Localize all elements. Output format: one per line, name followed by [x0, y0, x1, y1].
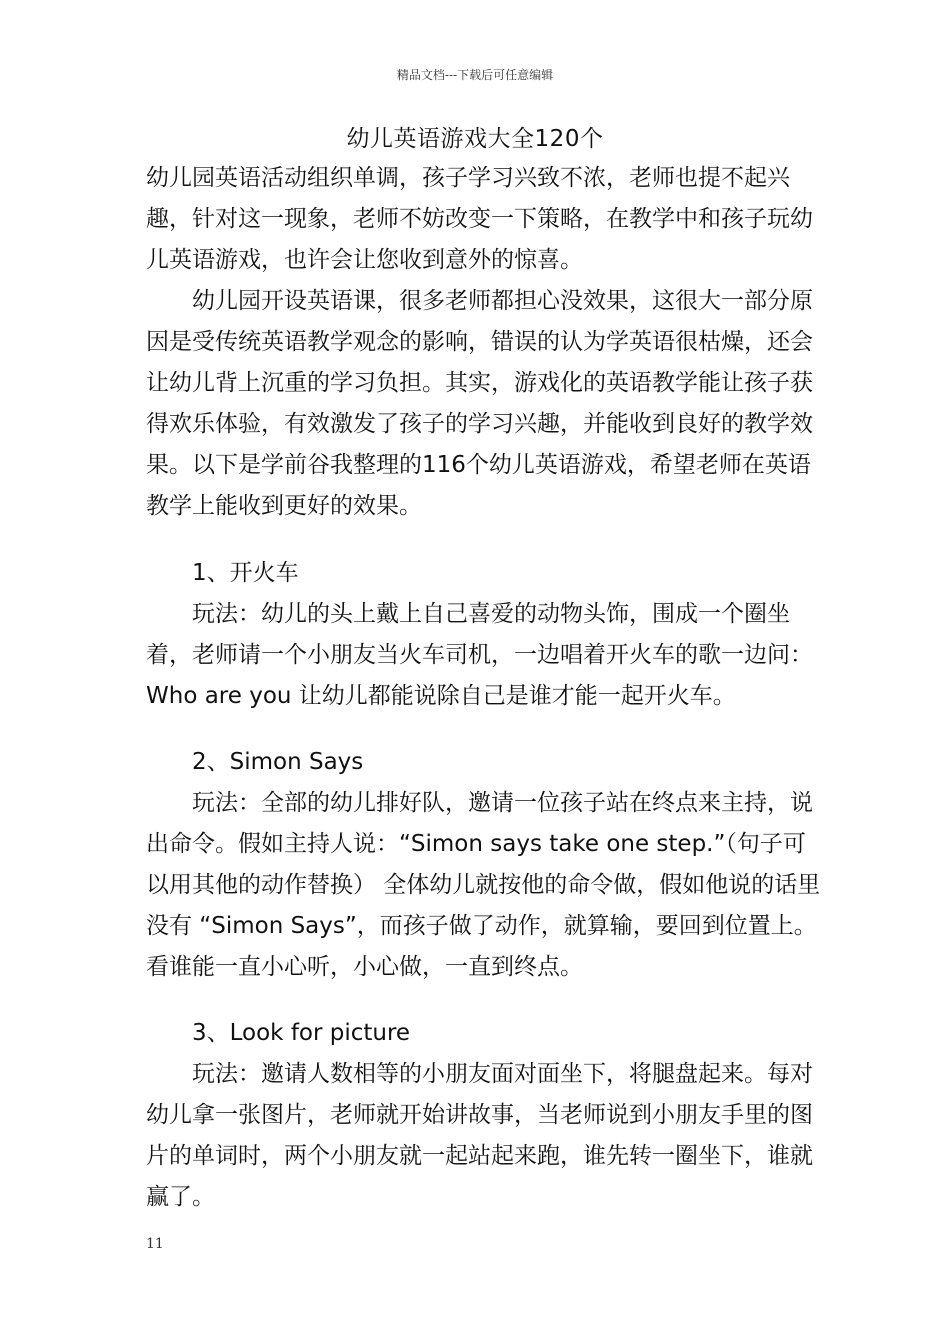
document-title: 幼儿英语游戏大全120个 [346, 126, 604, 152]
section-body-3: 玩法：邀请人数相等的小朋友面对面坐下，将腿盘起来。每对幼儿拿一张图片，老师就开始讲故事，当老师说到小朋友手里的图片的单词时，两个小朋友就一起站起来跑，谁先转一圈坐下，谁就赢了。 [146, 1061, 813, 1210]
intro-paragraph-2: 幼儿园开设英语课，很多老师都担心没效果，这很大一部分原因是受传统英语教学观念的影响，错误的认为学英语很枯燥，还会让幼儿背上沉重的学习负担。其实，游戏化的英语教学能让孩子获得欢乐体验，有效激发了孩子的学习兴趣，并能收到良好的教学效果。以下是学前谷我整理的116个幼儿英语游戏，希望老师在英语教学上能收到更好的效果。 [146, 288, 813, 519]
section-heading-2: 2、Simon Says [192, 749, 364, 775]
intro-paragraph-1: 幼儿园英语活动组织单调，孩子学习兴致不浓，老师也提不起兴趣，针对这一现象，老师不妨改变一下策略，在教学中和孩子玩幼儿英语游戏，也许会让您收到意外的惊喜。 [146, 165, 813, 273]
page-number: 11 [146, 1236, 164, 1252]
section-heading-1: 1、开火车 [192, 560, 299, 586]
section-body-1: 玩法：幼儿的头上戴上自己喜爱的动物头饰，围成一个圈坐着，老师请一个小朋友当火车司机，一边唱着开火车的歌一边问：Who are you 让幼儿都能说除自己是谁才能一起开火车。 [146, 601, 813, 709]
section-body-2: 玩法：全部的幼儿排好队，邀请一位孩子站在终点来主持，说出命令。假如主持人说：“Simon says take one step.”（句子可以用其他的动作替换） 全体幼儿就按他的命令做，假如他说的话里没有 “Simon Says”，而孩子做了动作，就算输，要回到位置上。看谁能一直小心听，小心做，一直到终点。 [146, 790, 821, 980]
section-heading-3: 3、Look for picture [192, 1020, 411, 1046]
page-header: 精品文档---下载后可任意编辑 [396, 68, 554, 82]
